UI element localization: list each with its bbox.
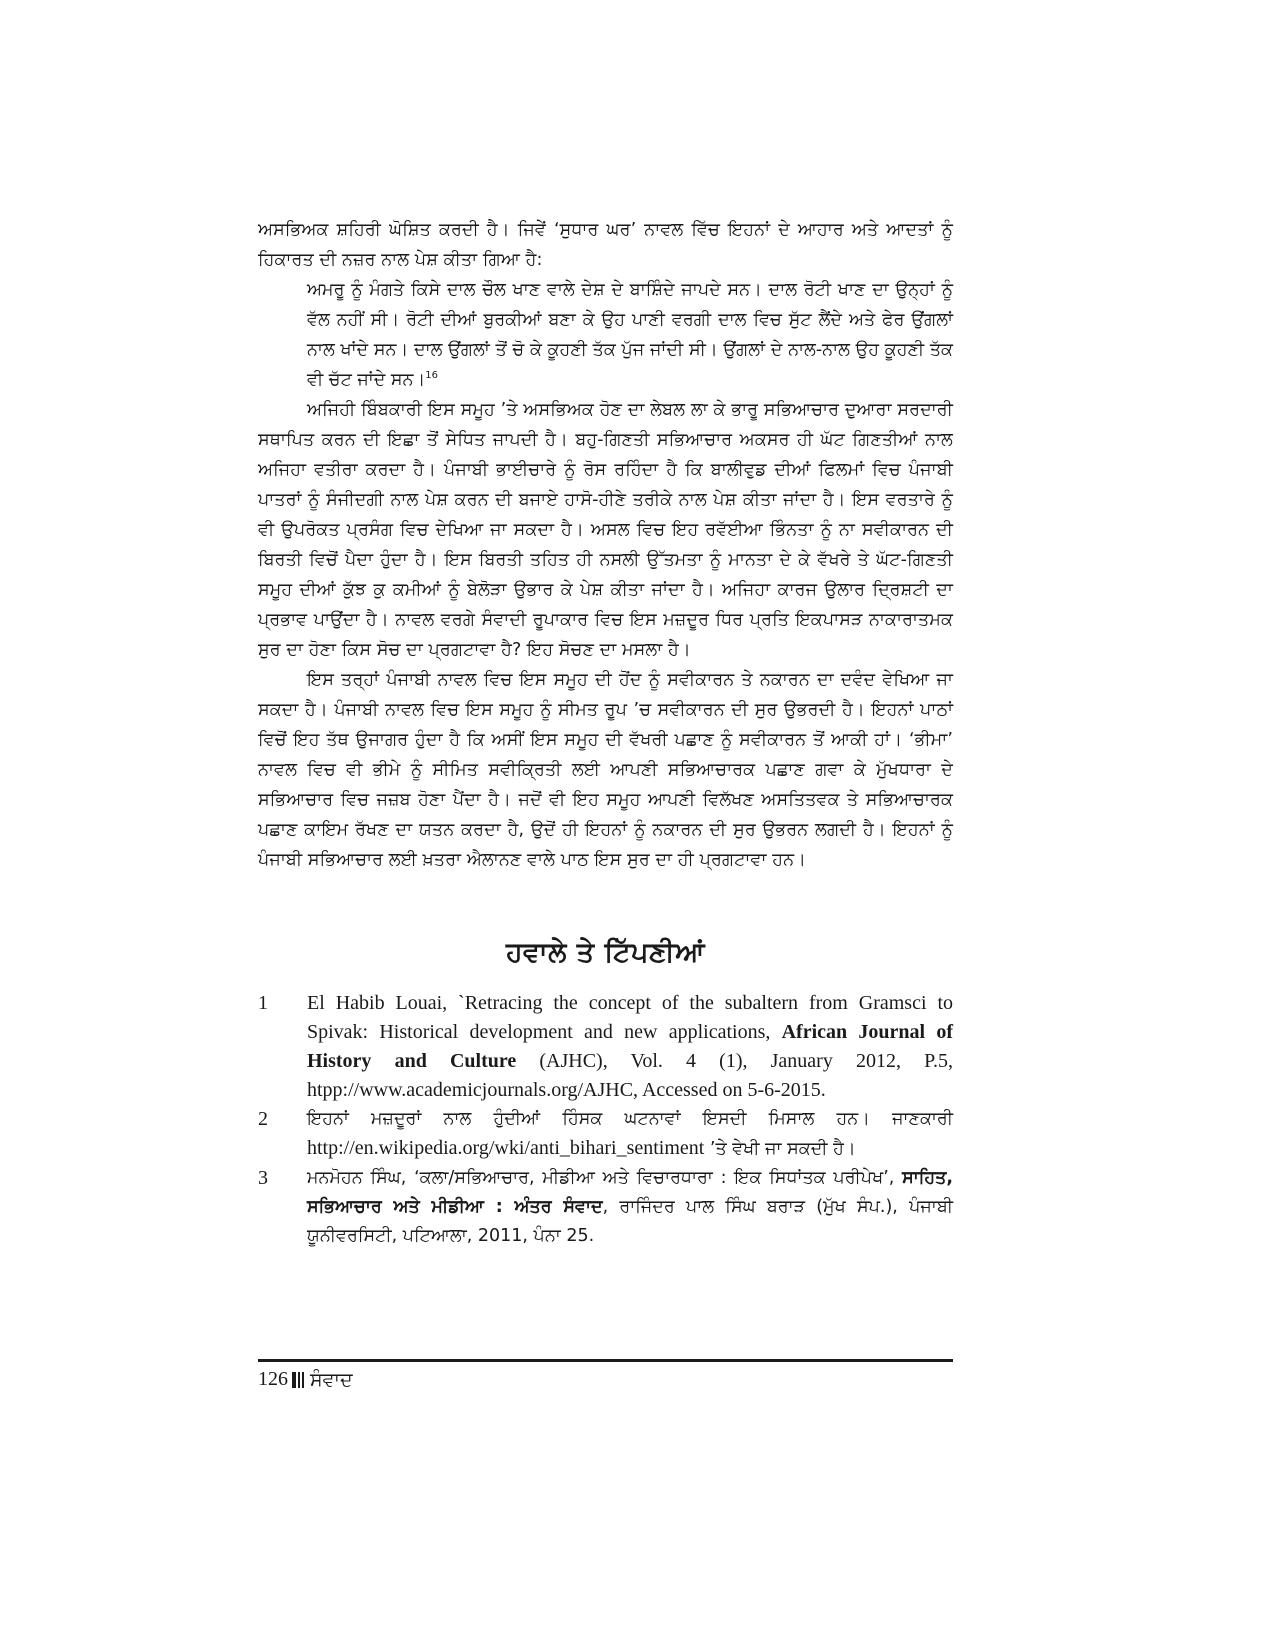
note-journal-title: African Journal of History and Culture [307,1021,953,1072]
note-number: 2 [258,1108,268,1130]
page-content [258,215,953,1251]
page-footer [258,1359,953,1391]
note-1 [258,989,953,1105]
separator-bars-icon [292,1372,304,1388]
footer-row [258,1368,953,1391]
notes-heading: ਹਵਾਲੇ ਤੇ ਟਿੱਪਣੀਆਂ [505,937,706,968]
note-number: 3 [258,1167,268,1189]
note-text [307,1105,953,1164]
block-quote [307,275,953,395]
note-2 [258,1105,953,1164]
note-text-part: ’ਤੇ ਵੇਖੀ ਜਾ ਸਕਦੀ ਹੈ। [704,1139,856,1159]
page-number: 126 [258,1368,288,1390]
note-number: 1 [258,992,268,1014]
body-paragraph-1: ਅਸਭਿਅਕ ਸ਼ਹਿਰੀ ਘੋਸ਼ਿਤ ਕਰਦੀ ਹੈ। ਜਿਵੇਂ ‘ਸੁਧਾਰ ਘਰ’ ਨਾਵਲ ਵਿੱਚ ਇਹਨਾਂ ਦੇ ਆਹਾਰ ਅਤੇ ਆਦਤਾਂ ਨੂੰ ਹਿਕਾਰਤ ਦੀ ਨਜ਼ਰ ਨਾਲ ਪੇਸ਼ ਕੀਤਾ ਗਿਆ ਹੈ: [258,220,953,270]
quote-text: ਅਮਰੂ ਨੂੰ ਮੰਗਤੇ ਕਿਸੇ ਦਾਲ ਚੌਲ ਖਾਣ ਵਾਲੇ ਦੇਸ਼ ਦੇ ਬਾਸ਼ਿੰਦੇ ਜਾਪਦੇ ਸਨ। ਦਾਲ ਰੋਟੀ ਖਾਣ ਦਾ ਉਨ੍ਹਾਂ ਨੂੰ ਵੱਲ ਨਹੀਂ ਸੀ। ਰੋਟੀ ਦੀਆਂ ਬੁਰਕੀਆਂ ਬਣਾ ਕੇ ਉਹ ਪਾਣੀ ਵਰਗੀ ਦਾਲ ਵਿਚ ਸੁੱਟ ਲੈਂਦੇ ਅਤੇ ਫੇਰ ਉਂਗਲਾਂ ਨਾਲ ਖਾਂਦੇ ਸਨ। ਦਾਲ ਉਂਗਲਾਂ ਤੋਂ ਚੋ ਕੇ ਕੂਹਣੀ ਤੱਕ ਪੁੱਜ ਜਾਂਦੀ ਸੀ। ਉਂਗਲਾਂ ਦੇ ਨਾਲ-ਨਾਲ ਉਹ ਕੂਹਣੀ ਤੱਕ ਵੀ ਚੱਟ ਜਾਂਦੇ ਸਨ। [307,280,953,390]
note-text-part: ਮਨਮੋਹਨ ਸਿੰਘ, ‘ਕਲਾ/ਸਭਿਆਚਾਰ, ਮੀਡੀਆ ਅਤੇ ਵਿਚਾਰਧਾਰਾ : ਇਕ ਸਿਧਾਂਤਕ ਪਰੀਪੇਖ’, [307,1168,903,1188]
note-text-part: (AJHC), Vol. 4 (1), January 2012, P.5, htpp://www.academicjournals.org/AJHC, Accessed on 5-6-2015. [307,1050,953,1101]
body-paragraph-3: ਇਸ ਤਰ੍ਹਾਂ ਪੰਜਾਬੀ ਨਾਵਲ ਵਿਚ ਇਸ ਸਮੂਹ ਦੀ ਹੋਂਦ ਨੂੰ ਸਵੀਕਾਰਨ ਤੇ ਨਕਾਰਨ ਦਾ ਦਵੰਦ ਵੇਖਿਆ ਜਾ ਸਕਦਾ ਹੈ। ਪੰਜਾਬੀ ਨਾਵਲ ਵਿਚ ਇਸ ਸਮੂਹ ਨੂੰ ਸੀਮਤ ਰੂਪ ’ਚ ਸਵੀਕਾਰਨ ਦੀ ਸੁਰ ਉਭਰਦੀ ਹੈ। ਇਹਨਾਂ ਪਾਠਾਂ ਵਿਚੋਂ ਇਹ ਤੱਥ ਉਜਾਗਰ ਹੁੰਦਾ ਹੈ ਕਿ ਅਸੀਂ ਇਸ ਸਮੂਹ ਦੀ ਵੱਖਰੀ ਪਛਾਣ ਨੂੰ ਸਵੀਕਾਰਨ ਤੋਂ ਆਕੀ ਹਾਂ। ‘ਭੀਮਾ’ ਨਾਵਲ ਵਿਚ ਵੀ ਭੀਮੇ ਨੂੰ ਸੀਮਿਤ ਸਵੀਕ੍ਰਿਤੀ ਲਈ ਆਪਣੀ ਸਭਿਆਚਾਰਕ ਪਛਾਣ ਗਵਾ ਕੇ ਮੁੱਖਧਾਰਾ ਦੇ ਸਭਿਆਚਾਰ ਵਿਚ ਜਜ਼ਬ ਹੋਣਾ ਪੈਂਦਾ ਹੈ। ਜਦੋਂ ਵੀ ਇਹ ਸਮੂਹ ਆਪਣੀ ਵਿਲੱਖਣ ਅਸਤਿਤਵਕ ਤੇ ਸਭਿਆਚਾਰਕ ਪਛਾਣ ਕਾਇਮ ਰੱਖਣ ਦਾ ਯਤਨ ਕਰਦਾ ਹੈ, ਉਦੋਂ ਹੀ ਇਹਨਾਂ ਨੂੰ ਨਕਾਰਨ ਦੀ ਸੁਰ ਉਭਰਨ ਲਗਦੀ ਹੈ। ਇਹਨਾਂ ਨੂੰ ਪੰਜਾਬੀ ਸਭਿਆਚਾਰ ਲਈ ਖ਼ਤਰਾ ਐਲਾਨਣ ਵਾਲੇ ਪਾਠ ਇਸ ਸੁਰ ਦਾ ਹੀ ਪ੍ਰਗਟਾਵਾ ਹਨ। [258,670,953,870]
note-url: http://en.wikipedia.org/wki/anti_bihari_sentiment [307,1137,705,1159]
journal-name: ਸੰਵਾਦ [310,1368,353,1391]
note-text-part: ਇਹਨਾਂ ਮਜ਼ਦੂਰਾਂ ਨਾਲ ਹੁੰਦੀਆਂ ਹਿੰਸਕ ਘਟਨਾਵਾਂ ਇਸਦੀ ਮਿਸਾਲ ਹਨ। ਜਾਣਕਾਰੀ [307,1109,953,1129]
note-text-part: , ਰਾਜਿੰਦਰ ਪਾਲ ਸਿੰਘ ਬਰਾੜ (ਮੁੱਖ ਸੰਪ.), ਪੰਜਾਬੀ ਯੂਨੀਵਰਸਿਟੀ, ਪਟਿਆਲਾ, 2011, ਪੰਨਾ 25. [307,1197,954,1246]
note-text-part: El Habib Louai, `Retracing the concept of the subaltern from Gramsci to Spivak: Historical development and new applications, [307,992,953,1043]
note-3 [258,1164,953,1251]
footnote-ref-16: 16 [425,370,439,382]
note-text [307,989,953,1105]
note-book-title: ਸਾਹਿਤ, ਸਭਿਆਚਾਰ ਅਤੇ ਮੀਡੀਆ : ਅੰਤਰ ਸੰਵਾਦ [307,1168,953,1217]
note-text [307,1164,953,1251]
body-paragraph-2: ਅਜਿਹੀ ਬਿੰਬਕਾਰੀ ਇਸ ਸਮੂਹ ’ਤੇ ਅਸਭਿਅਕ ਹੋਣ ਦਾ ਲੇਬਲ ਲਾ ਕੇ ਭਾਰੂ ਸਭਿਆਚਾਰ ਦੁਆਰਾ ਸਰਦਾਰੀ ਸਥਾਪਿਤ ਕਰਨ ਦੀ ਇਛਾ ਤੋਂ ਸੇਧਿਤ ਜਾਪਦੀ ਹੈ। ਬਹੁ-ਗਿਣਤੀ ਸਭਿਆਚਾਰ ਅਕਸਰ ਹੀ ਘੱਟ ਗਿਣਤੀਆਂ ਨਾਲ ਅਜਿਹਾ ਵਤੀਰਾ ਕਰਦਾ ਹੈ। ਪੰਜਾਬੀ ਭਾਈਚਾਰੇ ਨੂੰ ਰੋਸ ਰਹਿੰਦਾ ਹੈ ਕਿ ਬਾਲੀਵੁਡ ਦੀਆਂ ਫਿਲਮਾਂ ਵਿਚ ਪੰਜਾਬੀ ਪਾਤਰਾਂ ਨੂੰ ਸੰਜੀਦਗੀ ਨਾਲ ਪੇਸ਼ ਕਰਨ ਦੀ ਬਜਾਏ ਹਾਸੋ-ਹੀਣੇ ਤਰੀਕੇ ਨਾਲ ਪੇਸ਼ ਕੀਤਾ ਜਾਂਦਾ ਹੈ। ਇਸ ਵਰਤਾਰੇ ਨੂੰ ਵੀ ਉਪਰੋਕਤ ਪ੍ਰਸੰਗ ਵਿਚ ਦੇਖਿਆ ਜਾ ਸਕਦਾ ਹੈ। ਅਸਲ ਵਿਚ ਇਹ ਰਵੱਈਆ ਭਿੰਨਤਾ ਨੂੰ ਨਾ ਸਵੀਕਾਰਨ ਦੀ ਬਿਰਤੀ ਵਿਚੋਂ ਪੈਦਾ ਹੁੰਦਾ ਹੈ। ਇਸ ਬਿਰਤੀ ਤਹਿਤ ਹੀ ਨਸਲੀ ਉੱਤਮਤਾ ਨੂੰ ਮਾਨਤਾ ਦੇ ਕੇ ਵੱਖਰੇ ਤੇ ਘੱਟ-ਗਿਣਤੀ ਸਮੂਹ ਦੀਆਂ ਕੁੱਝ ਕੁ ਕਮੀਆਂ ਨੂੰ ਬੇਲੋੜਾ ਉਭਾਰ ਕੇ ਪੇਸ਼ ਕੀਤਾ ਜਾਂਦਾ ਹੈ। ਅਜਿਹਾ ਕਾਰਜ ਉਲਾਰ ਦ੍ਰਿਸ਼ਟੀ ਦਾ ਪ੍ਰਭਾਵ ਪਾਉਂਦਾ ਹੈ। ਨਾਵਲ ਵਰਗੇ ਸੰਵਾਦੀ ਰੂਪਾਕਾਰ ਵਿਚ ਇਸ ਮਜ਼ਦੂਰ ਧਿਰ ਪ੍ਰਤਿ ਇਕਪਾਸੜ ਨਾਕਾਰਾਤਮਕ ਸੁਰ ਦਾ ਹੋਣਾ ਕਿਸ ਸੋਚ ਦਾ ਪ੍ਰਗਟਾਵਾ ਹੈ? ਇਹ ਸੋਚਣ ਦਾ ਮਸਲਾ ਹੈ। [258,400,953,660]
